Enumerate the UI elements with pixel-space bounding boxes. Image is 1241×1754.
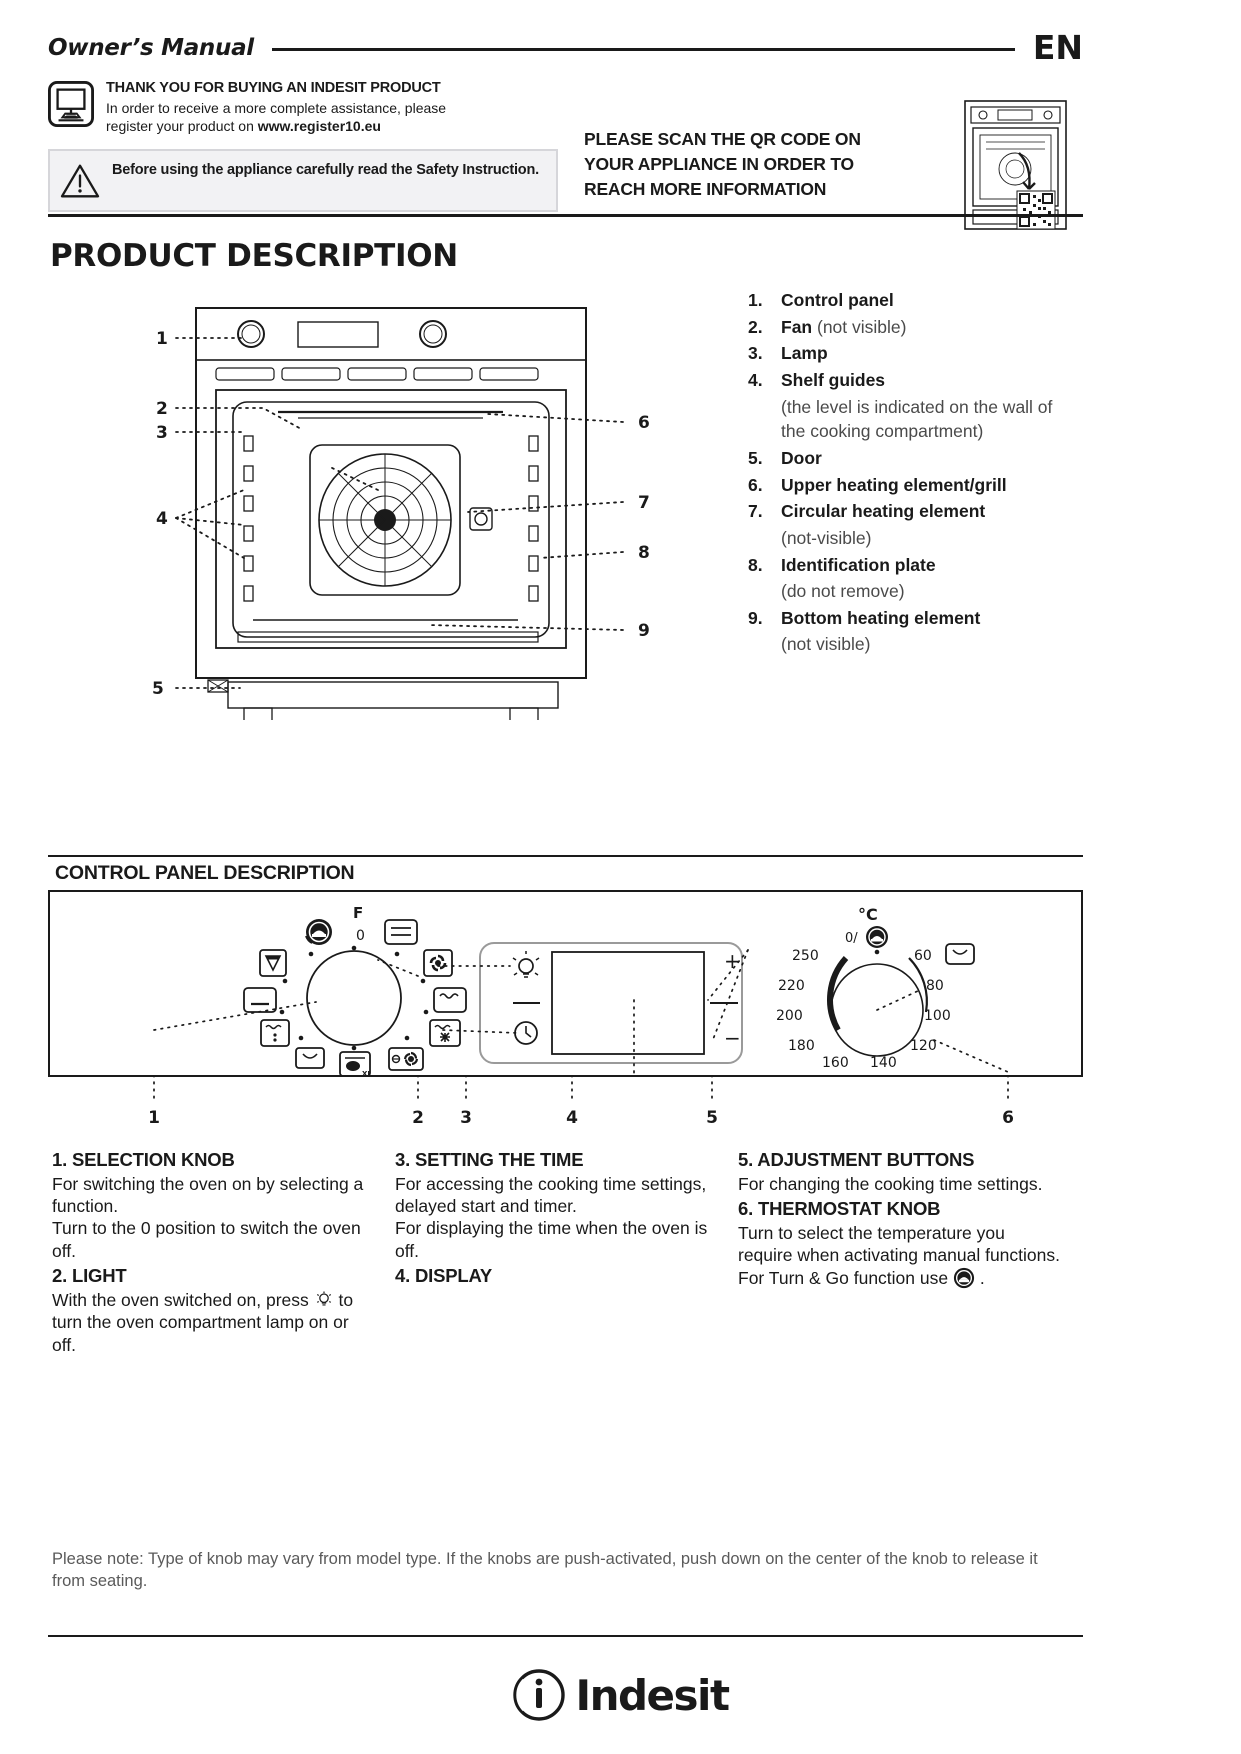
- heading-adjustment-buttons: 5. ADJUSTMENT BUTTONS: [738, 1149, 975, 1170]
- temp-60: 60: [914, 948, 932, 964]
- part-label: Upper heating element/grill: [781, 474, 1007, 495]
- page-title: Owner’s Manual: [48, 34, 254, 61]
- footer-rule: [48, 1635, 1083, 1637]
- register-line-1: In order to receive a more complete assistance, please: [106, 100, 447, 117]
- part-item-9: [748, 606, 1078, 632]
- fan-icon: [424, 950, 452, 976]
- temp-250: 250: [792, 948, 819, 964]
- brand-name: Indesit: [575, 1670, 729, 1720]
- thermostat-knob-group: [776, 905, 974, 1071]
- footer-note: Please note: Type of knob may vary from model type. If the knobs are push-activated, push down on the center of the knob to release it from seating.: [52, 1550, 1038, 1591]
- part-number: 9.: [748, 607, 763, 628]
- text-selection-knob-2: [52, 1217, 377, 1262]
- zero-symbol: 0: [140, 1218, 151, 1239]
- part-item-4: [748, 368, 1078, 394]
- cp-callout-3: 3: [460, 1108, 472, 1128]
- part-label: Control panel: [781, 290, 894, 310]
- cp-callout-2: 2: [412, 1108, 424, 1128]
- part-note-9: (not visible): [781, 634, 871, 655]
- text-turn-go-prefix: For Turn & Go function use: [738, 1267, 953, 1288]
- turn-and-go-icon: [953, 1267, 975, 1289]
- part-item-7: [748, 499, 1078, 525]
- turn-and-go-icon: [306, 919, 332, 945]
- brand-logo: [0, 1668, 1241, 1722]
- description-column-3: [738, 1148, 1081, 1356]
- temp-140: 140: [870, 1055, 897, 1071]
- part-label: Lamp: [781, 343, 828, 364]
- cp-callout-6: 6: [1002, 1108, 1014, 1128]
- callout-9: 9: [638, 621, 650, 641]
- control-panel-rule-top: [48, 855, 1083, 857]
- qr-line-1: PLEASE SCAN THE QR CODE ON: [584, 129, 861, 149]
- qr-code-square: [1017, 191, 1055, 229]
- heading-selection-knob: 1. SELECTION KNOB: [52, 1149, 235, 1170]
- part-label: Door: [781, 447, 822, 468]
- conventional-icon: [244, 988, 276, 1012]
- part-number: 3.: [748, 343, 763, 364]
- part-note-8: (do not remove): [781, 581, 905, 602]
- text-turn-suffix: position to switch the oven off.: [52, 1218, 361, 1261]
- temp-180: 180: [788, 1038, 815, 1054]
- selection-knob-group: [244, 904, 466, 1078]
- part-note-7: (not-visible): [781, 528, 872, 549]
- part-item-2: [748, 315, 1078, 341]
- safety-warning-text: Before using the appliance carefully read the Safety Instruction.: [112, 161, 539, 178]
- light-bulb-icon: [314, 1290, 334, 1310]
- qr-line-2: YOUR APPLIANCE IN ORDER TO: [584, 153, 854, 174]
- temp-120: 120: [910, 1038, 937, 1054]
- minus-button-label: −: [724, 1026, 741, 1050]
- part-number: 1.: [748, 290, 763, 310]
- eco-fan-icon: [389, 1048, 423, 1070]
- header-bottom-rule: [48, 214, 1083, 217]
- text-turn-prefix: Turn to the: [52, 1218, 141, 1239]
- header-divider-line: [272, 48, 1015, 51]
- callout-1: 1: [156, 329, 168, 349]
- control-panel-heading: CONTROL PANEL DESCRIPTION: [55, 862, 355, 884]
- defrost-icon: [260, 950, 286, 976]
- heading-display: 4. DISPLAY: [395, 1265, 493, 1287]
- register-line-2-prefix: register your product on: [106, 118, 258, 135]
- callout-8: 8: [638, 543, 650, 563]
- part-item-3: [748, 341, 1078, 367]
- text-setting-time-1: For accessing the cooking time settings, delayed start and timer.: [395, 1173, 707, 1217]
- defrost-fan-icon: [430, 1020, 460, 1046]
- part-label: [781, 315, 906, 341]
- text-light-suffix: to turn the oven compartment lamp on or off.: [52, 1289, 354, 1355]
- safety-warning-box: [48, 149, 558, 212]
- language-code: EN: [1032, 28, 1083, 67]
- header-title-row: [48, 28, 1083, 67]
- part-item-5: [748, 446, 1078, 472]
- callout-5: 5: [152, 679, 164, 699]
- grill-icon: [385, 920, 417, 944]
- text-light-prefix: With the oven switched on, press: [52, 1289, 314, 1310]
- product-description-heading: PRODUCT DESCRIPTION: [50, 238, 458, 274]
- thermostat-arc-left: [830, 958, 846, 1030]
- text-selection-knob-1: For switching the oven on by selecting a function.: [52, 1173, 364, 1217]
- description-columns: [52, 1148, 1082, 1356]
- knob-marker-0: 0: [356, 928, 365, 944]
- part-label: Identification plate: [781, 554, 936, 575]
- text-setting-time-2: For displaying the time when the oven is off.: [395, 1218, 708, 1261]
- part-label-main: Fan: [781, 316, 813, 337]
- temp-220: 220: [778, 978, 805, 994]
- pizza-icon: [261, 1020, 289, 1046]
- header-right-column: [938, 79, 1078, 212]
- part-label: Circular heating element: [781, 501, 986, 522]
- oven-qr-location-illustration: [953, 97, 1078, 247]
- warning-triangle-icon: [60, 163, 100, 199]
- thermostat-arc-right: [909, 958, 927, 1012]
- text-turn-go-suffix: .: [974, 1267, 985, 1288]
- part-number: 6.: [748, 474, 763, 495]
- part-item-1: [748, 288, 1078, 314]
- temp-100: 100: [924, 1008, 951, 1024]
- plus-button-label: +: [724, 949, 741, 973]
- text-light: [52, 1289, 377, 1356]
- register-url[interactable]: www.register10.eu: [257, 118, 381, 135]
- part-number: 8.: [748, 554, 763, 575]
- svg-text:XL: XL: [362, 1070, 372, 1078]
- thank-you-text: [106, 79, 568, 136]
- cp-callout-1: 1: [148, 1108, 160, 1128]
- thank-you-title: THANK YOU FOR BUYING AN INDESIT PRODUCT: [106, 80, 441, 96]
- part-number: 4.: [748, 370, 763, 391]
- part-note-4: (the level is indicated on the wall of the cooking compartment): [781, 396, 1053, 442]
- callout-2: 2: [156, 399, 168, 419]
- header-body: [48, 79, 1083, 212]
- part-number: 2.: [748, 316, 763, 337]
- callout-3: 3: [156, 423, 168, 443]
- parts-legend: [748, 288, 1078, 657]
- selection-knob-dial: [307, 951, 401, 1045]
- part-number: 7.: [748, 501, 763, 522]
- qr-instruction-block: [568, 79, 938, 212]
- heading-thermostat-knob: 6. THERMOSTAT KNOB: [738, 1198, 941, 1220]
- callout-4: 4: [156, 509, 168, 529]
- page-header: [48, 28, 1083, 212]
- light-bulb-icon: [513, 951, 539, 977]
- display-screen: [552, 952, 704, 1054]
- description-column-2: [395, 1148, 738, 1356]
- clock-icon: [515, 1022, 537, 1044]
- qr-instruction-text: [584, 127, 938, 202]
- temp-160: 160: [822, 1055, 849, 1071]
- callout-6: 6: [638, 413, 650, 433]
- qr-line-3: REACH MORE INFORMATION: [584, 178, 827, 199]
- part-number: 5.: [748, 447, 763, 468]
- text-turn-and-go: [738, 1267, 1063, 1289]
- heading-light: 2. LIGHT: [52, 1265, 127, 1287]
- temp-200: 200: [776, 1008, 803, 1024]
- display-module-group: [480, 943, 742, 1063]
- cp-callout-5: 5: [706, 1108, 718, 1128]
- control-panel-callout-leaders: [48, 1075, 1083, 1130]
- part-label: Bottom heating element: [781, 607, 981, 628]
- part-label: Shelf guides: [781, 370, 886, 391]
- description-column-1: [52, 1148, 395, 1356]
- celsius-label: °C: [858, 905, 878, 924]
- part-item-6: [748, 473, 1078, 499]
- part-label-note: (not visible): [817, 316, 907, 337]
- turn-and-go-icon: [866, 926, 888, 948]
- header-left-column: [48, 79, 568, 212]
- text-adjustment-buttons: For changing the cooking time settings.: [738, 1173, 1043, 1194]
- temp-80: 80: [926, 978, 944, 994]
- bake-icon: [434, 988, 466, 1012]
- thank-you-subtitle: [106, 99, 568, 135]
- cp-callout-4: 4: [566, 1108, 578, 1128]
- knob-marker-f: F: [353, 904, 364, 922]
- thermostat-off-label: 0/: [845, 931, 858, 946]
- monitor-register-icon: [48, 81, 94, 127]
- keep-warm-icon: [296, 1048, 324, 1068]
- thank-you-block: [48, 79, 568, 136]
- oven-diagram: [48, 290, 728, 720]
- keep-warm-icon: [946, 944, 974, 964]
- heading-setting-time: 3. SETTING THE TIME: [395, 1149, 584, 1170]
- part-item-8: [748, 553, 1078, 579]
- indesit-mark-icon: [512, 1668, 566, 1722]
- callout-7: 7: [638, 493, 650, 513]
- text-thermostat-knob: Turn to select the temperature you require when activating manual functions.: [738, 1222, 1060, 1266]
